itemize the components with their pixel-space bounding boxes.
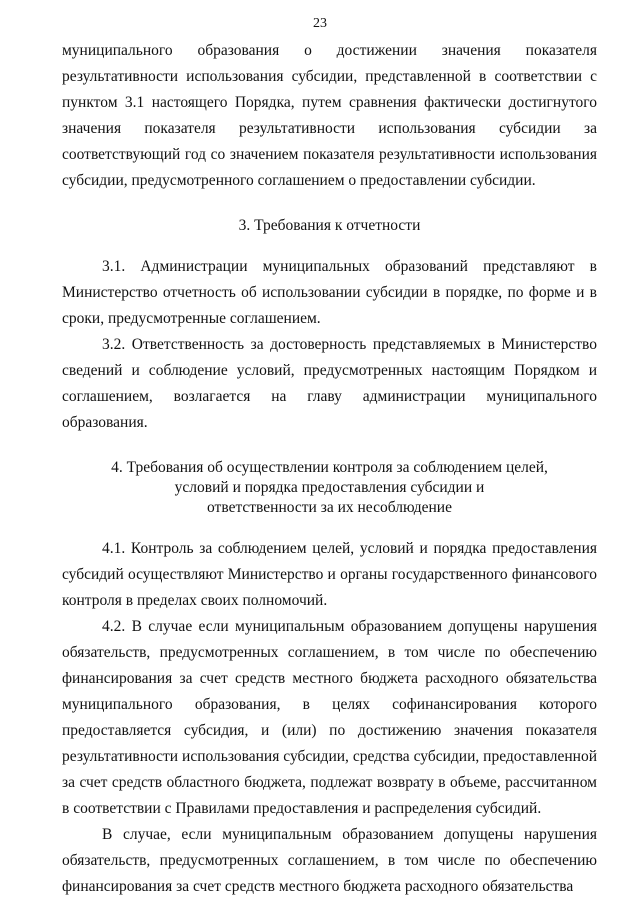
paragraph-continuation: муниципального образования о достижении значения показателя результативности использования субсидии, представленной в соответствии с пунктом 3.1 настоящего Порядка, путем сравнения фактически достигнутого значения показателя результативности использования субсидии за соответствующий год со значением показателя результативности использования субсидии, предусмотренного соглашением о предоставлении субсидии.	[62, 42, 597, 189]
section-4-heading	[62, 458, 597, 518]
section-4-heading-line-2: условий и порядка предоставления субсидии и	[174, 479, 485, 496]
paragraph-4-3: В случае, если муниципальным образованием допущены нарушения обязательств, предусмотренных соглашением, в том числе по обеспечению финансирования за счет средств местного бюджета расходного обязательства	[62, 826, 597, 895]
section-4-heading-line-3: ответственности за их несоблюдение	[207, 499, 452, 516]
paragraph-3-1: 3.1. Администрации муниципальных образований представляют в Министерство отчетность об использовании субсидии в порядке, по форме и в сроки, предусмотренные соглашением.	[62, 258, 597, 327]
page-number: 23	[313, 16, 327, 31]
section-3-heading: 3. Требования к отчетности	[238, 217, 421, 234]
document-body	[62, 38, 597, 900]
paragraph-4-2: 4.2. В случае если муниципальным образованием допущены нарушения обязательств, предусмотренных соглашением, в том числе по обеспечению финансирования за счет средств местного бюджета расходного обязательства муниципального образования, в целях софинансирования которого предоставляется субсидия, и (или) по достижению значения показателя результативности использования субсидии, средства субсидии, предоставленной за счет средств областного бюджета, подлежат возврату в объеме, рассчитанном в соответствии с Правилами предоставления и распределения субсидий.	[62, 618, 597, 817]
section-4-heading-line-1: 4. Требования об осуществлении контроля за соблюдением целей,	[111, 459, 548, 476]
paragraph-3-2: 3.2. Ответственность за достоверность представляемых в Министерство сведений и соблюдение условий, предусмотренных настоящим Порядком и соглашением, возлагается на главу администрации муниципального образования.	[62, 336, 597, 431]
paragraph-4-1: 4.1. Контроль за соблюдением целей, условий и порядка предоставления субсидий осуществляют Министерство и органы государственного финансового контроля в пределах своих полномочий.	[62, 540, 597, 609]
